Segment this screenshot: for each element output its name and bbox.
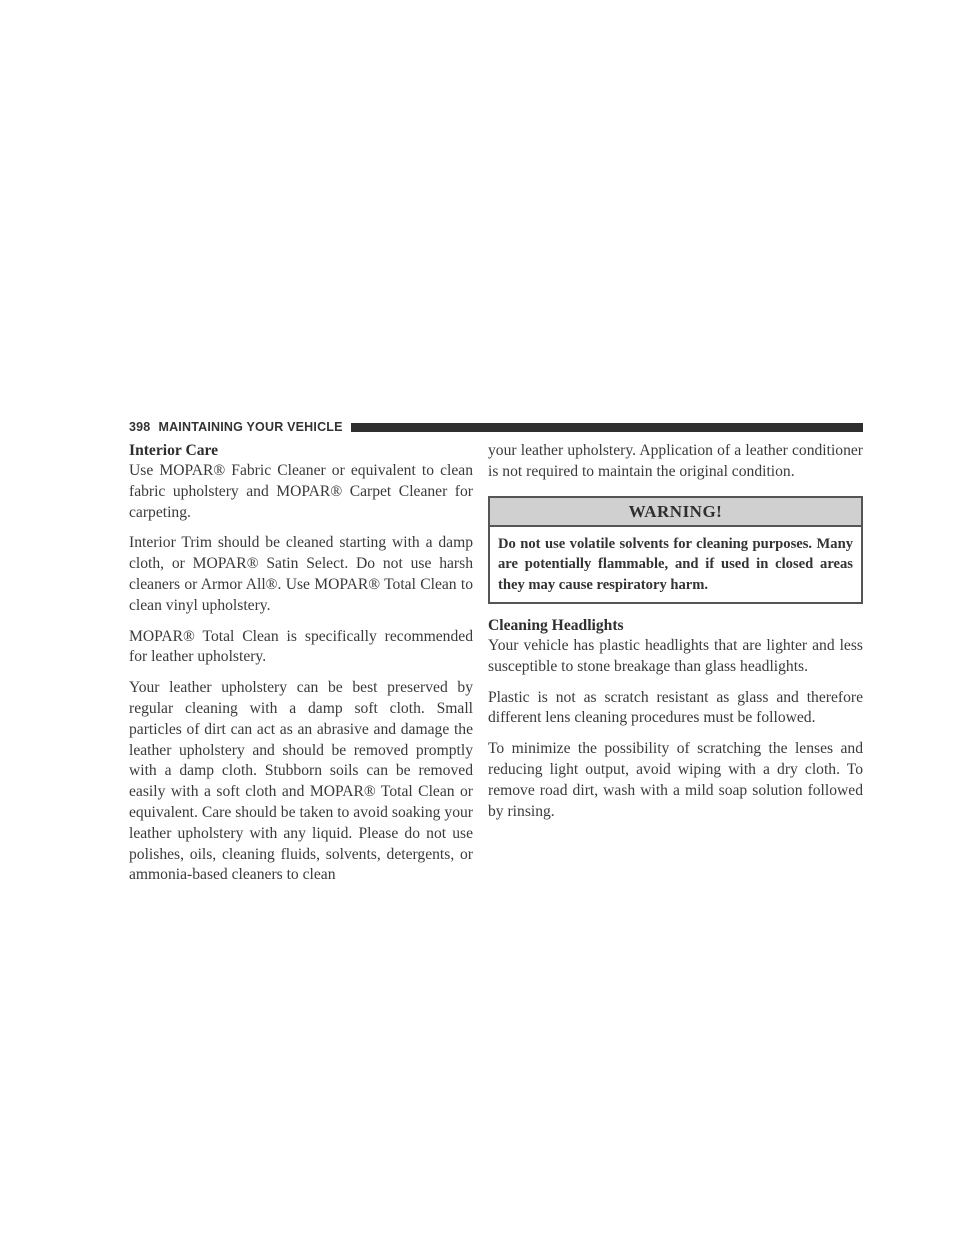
interior-care-paragraph-4: Your leather upholstery can be best preserved by regular cleaning with a damp soft cloth. Small particles of dirt can act as an abrasive and damage the leather upholstery and should be removed promptly with a damp cloth. Stubborn soils can be removed easily with a soft cloth and MOPAR® Total Clean or equivalent. Care should be taken to avoid soaking your leather upholstery with any liquid. Please do not use polishes, oils, cleaning fluids, solvents, detergents, or ammonia-based cleaners to clean xyxy=(129,679,473,884)
interior-care-paragraph-2: Interior Trim should be cleaned starting with a damp cloth, or MOPAR® Satin Select. Do not use harsh cleaners or Armor All®. Use MOPAR® Total Clean to clean vinyl upholstery. xyxy=(129,534,473,614)
headlights-paragraph-2: Plastic is not as scratch resistant as glass and therefore different lens cleaning procedures must be followed. xyxy=(488,688,863,727)
interior-care-paragraph-3: MOPAR® Total Clean is specifically recommended for leather upholstery. xyxy=(129,627,473,666)
cleaning-headlights-heading: Cleaning Headlights xyxy=(488,617,624,635)
leather-continuation-paragraph: your leather upholstery. Application of a leather conditioner is not required to maintain the original condition. xyxy=(488,442,863,480)
interior-care-paragraph-1: Use MOPAR® Fabric Cleaner or equivalent to clean fabric upholstery and MOPAR® Carpet Cleaner for carpeting. xyxy=(129,462,473,521)
interior-care-heading: Interior Care xyxy=(129,442,219,459)
left-column xyxy=(129,441,473,896)
warning-text: Do not use volatile solvents for cleaning purposes. Many are potentially flammable, and if used in closed areas they may cause respiratory harm. xyxy=(498,535,853,593)
headlights-paragraph-1: Your vehicle has plastic headlights that are lighter and less susceptible to stone breakage than glass headlights. xyxy=(488,637,863,675)
headlights-paragraph-3: To minimize the possibility of scratching the lenses and reducing light output, avoid wiping with a dry cloth. To remove road dirt, wash with a mild soap solution followed by rinsing. xyxy=(488,740,863,820)
warning-box xyxy=(488,496,863,605)
header-rule xyxy=(351,423,863,432)
section-title: MAINTAINING YOUR VEHICLE xyxy=(158,420,343,434)
page-header xyxy=(129,418,863,436)
page-number: 398 xyxy=(129,420,151,434)
warning-title: WARNING! xyxy=(490,498,861,527)
right-column xyxy=(488,441,863,832)
